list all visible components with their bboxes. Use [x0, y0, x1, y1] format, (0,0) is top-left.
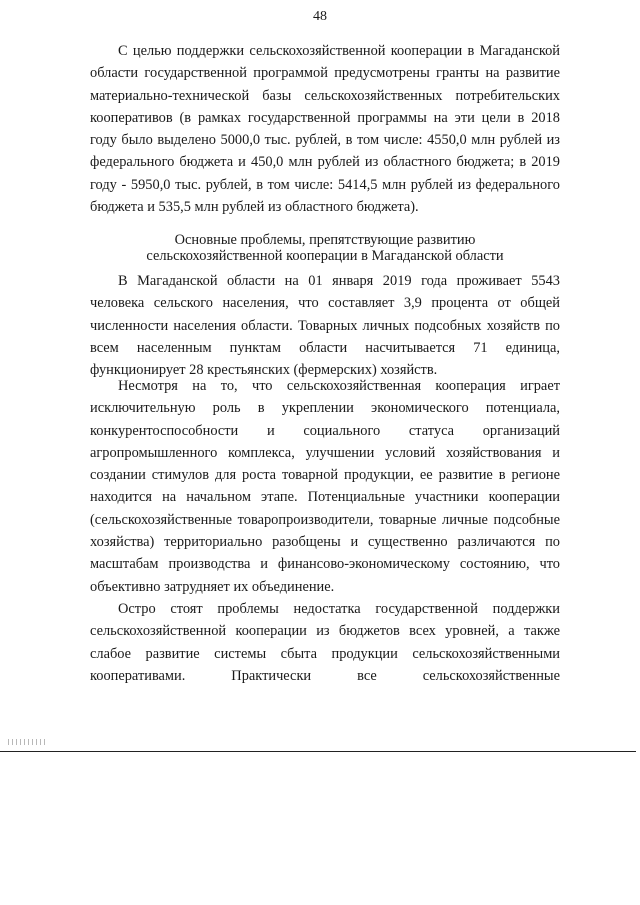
- paragraph-population: В Магаданской области на 01 января 2019 года проживает 5543 человека сельского населения, что составляет 3,9 процента от общей численности населения области. Товарных личных подсобных хозяйств по всем населенным пунктам области насчитывается 71 единица, функционирует 28 крестьянских (фермерских) хозяйств.: [90, 273, 560, 379]
- paragraph-problems: Остро стоят проблемы недостатка государственной поддержки сельскохозяйственной кооперации из бюджетов всех уровней, а также слабое развитие системы сбыта продукции сельскохозяйственными кооперативами. Практически все сельскохозяйственные: [90, 601, 560, 684]
- scan-mark: [8, 739, 48, 745]
- page-number: 48: [313, 9, 327, 24]
- section-heading-line-2: сельскохозяйственной кооперации в Магаданской области: [146, 248, 504, 264]
- section-heading: [90, 232, 560, 264]
- paragraph-grants: С целью поддержки сельскохозяйственной кооперации в Магаданской области государственной программой предусмотрены гранты на развитие материально-технической базы сельскохозяйственных потребительских кооперативов (в рамках государственной программы на эти цели в 2018 году было выделено 5000,0 тыс. рублей, в том числе: 4550,0 млн рублей из федерального бюджета и 450,0 млн рублей из областного бюджета; в 2019 году - 5950,0 тыс. рублей, в том числе: 5414,5 млн рублей из федерального бюджета и 535,5 млн рублей из областного бюджета).: [90, 43, 560, 216]
- paragraph-cooperation-role: Несмотря на то, что сельскохозяйственная кооперация играет исключительную роль в укреплении экономического потенциала, конкурентоспособности и социального статуса организаций агропромышленного комплекса, улучшении условий хозяйствования и создании стимулов для роста товарной продукции, ее развитие в регионе находится на начальном этапе. Потенциальные участники кооперации (сельскохозяйственные товаропроизводители, товарные личные подсобные хозяйства) территориально разобщены и существенно различаются по масштабам производства и финансово-экономическому состоянию, что объективно затрудняет их объединение.: [90, 378, 560, 595]
- section-heading-line-1: Основные проблемы, препятствующие развитию: [174, 232, 476, 248]
- page-divider-line: [0, 751, 636, 752]
